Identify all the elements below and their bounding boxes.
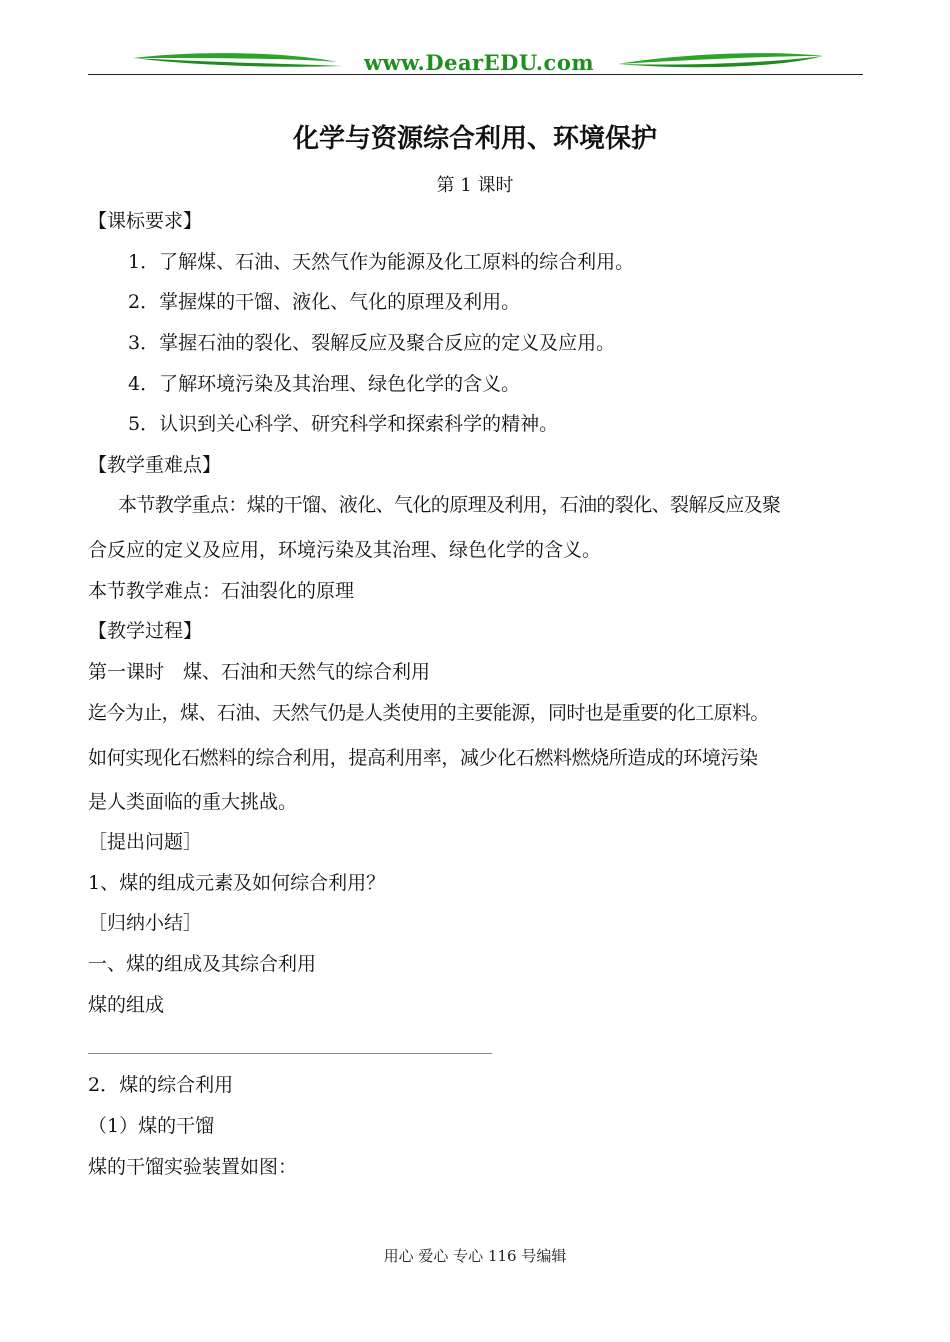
requirement-item: 3．掌握石油的裂化、裂解反应及聚合反应的定义及应用。: [128, 332, 616, 354]
page-title: 化学与资源综合利用、环境保护: [292, 124, 657, 154]
site-logo-text: www.DearEDU.com: [363, 50, 595, 75]
section-heading-key-points: 【教学重难点】: [88, 454, 222, 476]
section-heading-process: 【教学过程】: [88, 620, 203, 642]
difficult-point: 本节教学难点：石油裂化的原理: [88, 580, 355, 602]
subsection-item: （1）煤的干馏: [88, 1115, 215, 1137]
page-footer: 用心 爱心 专心 116 号编辑: [383, 1247, 567, 1265]
subsection-item: 煤的组成: [88, 994, 165, 1016]
subsection-item: 煤的干馏实验装置如图：: [88, 1156, 298, 1178]
summary-label: ［归纳小结］: [88, 912, 203, 934]
subsection-heading: 一、煤的组成及其综合利用: [88, 953, 317, 975]
key-points-paragraph: 合反应的定义及应用，环境污染及其治理、绿色化学的含义。: [88, 539, 602, 561]
requirement-item: 5．认识到关心科学、研究科学和探索科学的精神。: [128, 413, 559, 435]
question-label: ［提出问题］: [88, 831, 203, 853]
lesson-heading: 第一课时 煤、石油和天然气的综合利用: [88, 661, 431, 683]
lesson-number: 第 1 课时: [436, 175, 514, 196]
requirement-item: 2．掌握煤的干馏、液化、气化的原理及利用。: [128, 291, 521, 313]
intro-paragraph: 迄今为止，煤、石油、天然气仍是人类使用的主要能源，同时也是重要的化工原料。: [88, 702, 769, 724]
fill-in-blank-line: [88, 1053, 492, 1054]
intro-paragraph: 如何实现化石燃料的综合利用，提高利用率，减少化石燃料燃烧所造成的环境污染: [88, 747, 758, 769]
requirement-item: 4．了解环境污染及其治理、绿色化学的含义。: [128, 373, 521, 395]
key-points-paragraph: 本节教学重点：煤的干馏、液化、气化的原理及利用，石油的裂化、裂解反应及聚: [118, 494, 781, 516]
page-header: [88, 44, 863, 78]
intro-paragraph: 是人类面临的重大挑战。: [88, 791, 298, 813]
subsection-item: 2．煤的综合利用: [88, 1074, 234, 1096]
question-text: 1、煤的组成元素及如何综合利用？: [88, 872, 386, 894]
header-divider: [88, 74, 863, 75]
requirement-item: 1．了解煤、石油、天然气作为能源及化工原料的综合利用。: [128, 251, 635, 273]
section-heading-curriculum: 【课标要求】: [88, 210, 203, 232]
